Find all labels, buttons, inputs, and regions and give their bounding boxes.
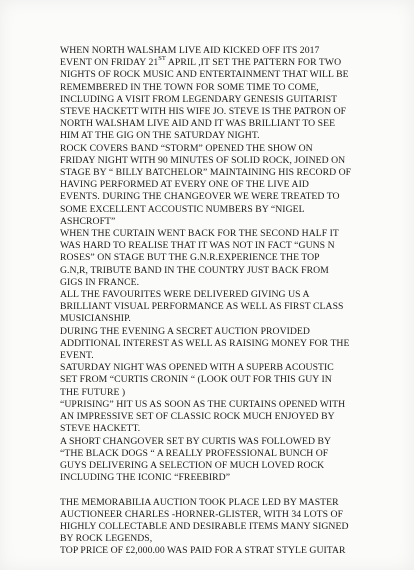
paragraph-intro xyxy=(60,45,400,143)
paragraph-black-dogs: A SHORT CHANGOVER SET BY CURTIS WAS FOLLOWED BY “THE BLACK DOGS “ A REALLY PROFESSIONAL BUNCH OF GUYS DELIVERING A SELECTION OF MUCH LOVED ROCK INCLUDING THE ICONIC “FREEBIRD” xyxy=(60,435,332,484)
intro-text-start: WHEN NORTH WALSHAM LIVE AID KICKED OFF ITS 2017 EVENT ON FRIDAY 21 xyxy=(60,45,320,69)
paragraph-storm: ROCK COVERS BAND “STORM” OPENED THE SHOW ON FRIDAY NIGHT WITH 90 MINUTES OF SOLID ROCK, JOINED ON STAGE BY “ BILLY BATCHELOR” MAINTAINING HIS RECORD OF HAVING PERFORMED AT EVERY ONE OF THE LIVE AID EVENTS. DURING THE CHANGEOVER WE WERE TREATED TO SOME EXCELLENT ACCOUSTIC NUMBERS BY “NIGEL ASHCROFT” xyxy=(60,142,352,227)
paragraph-saturday: SATURDAY NIGHT WAS OPENED WITH A SUPERB ACOUSTIC SET FROM “CURTIS CRONIN “ (LOOK OUT FOR THIS GUY IN THE FUTURE ) xyxy=(60,362,334,398)
paragraph-spacer xyxy=(60,484,400,496)
paragraph-uprising: “UPRISING” HIT US AS SOON AS THE CURTAINS OPENED WITH AN IMPRESSIVE SET OF CLASSIC ROCK MUCH ENJOYED BY STEVE HACKETT. xyxy=(60,398,346,435)
paragraph-favourites: ALL THE FAVOURITES WERE DELIVERED GIVING US A BRILLIANT VISUAL PERFORMANCE AS WELL AS FIRST CLASS MUSICIANSHIP. xyxy=(60,289,344,325)
ordinal-suffix: ST xyxy=(158,54,166,62)
paragraph-top-price: TOP PRICE OF £2,000.00 WAS PAID FOR A STRAT STYLE GUITAR xyxy=(60,545,346,557)
paragraph-gnr: WHEN THE CURTAIN WENT BACK FOR THE SECOND HALF IT WAS HARD TO REALISE THAT IT WAS NOT IN FACT “GUNS N ROSES” ON STAGE BUT THE G.N.R.EXPERIENCE THE TOP G.N,R, TRIBUTE BAND IN THE COUNTRY JUST BACK FROM GIGS IN FRANCE. xyxy=(60,228,339,288)
intro-text-end: APRIL ,IT SET THE PATTERN FOR TWO NIGHTS OF ROCK MUSIC AND ENTERTAINMENT THAT WILL BE REMEMBERED IN THE TOWN FOR SOME TIME TO COME, INCLUDING A VISIT FROM LEGENDARY GENESIS GUITARIST STEVE HACKETT WITH HIS WIFE JO. STEVE IS THE PATRON OF NORTH WALSHAM LIVE AID AND IT WAS BRILLIANT TO SEE HIM AT THE GIG ON THE SATURDAY NIGHT. xyxy=(60,57,349,142)
paragraph-memorabilia-auction: THE MEMORABILIA AUCTION TOOK PLACE LED BY MASTER AUCTIONEER CHARLES -HORNER-GLISTER, WITH 34 LOTS OF HIGHLY COLLECTABLE AND DESIRABLE ITEMS MANY SIGNED BY ROCK LEGENDS, xyxy=(60,496,349,545)
paragraph-secret-auction: DURING THE EVENING A SECRET AUCTION PROVIDED ADDITIONAL INTEREST AS WELL AS RAISING MONEY FOR THE EVENT. xyxy=(60,325,350,362)
article-body xyxy=(60,45,400,558)
